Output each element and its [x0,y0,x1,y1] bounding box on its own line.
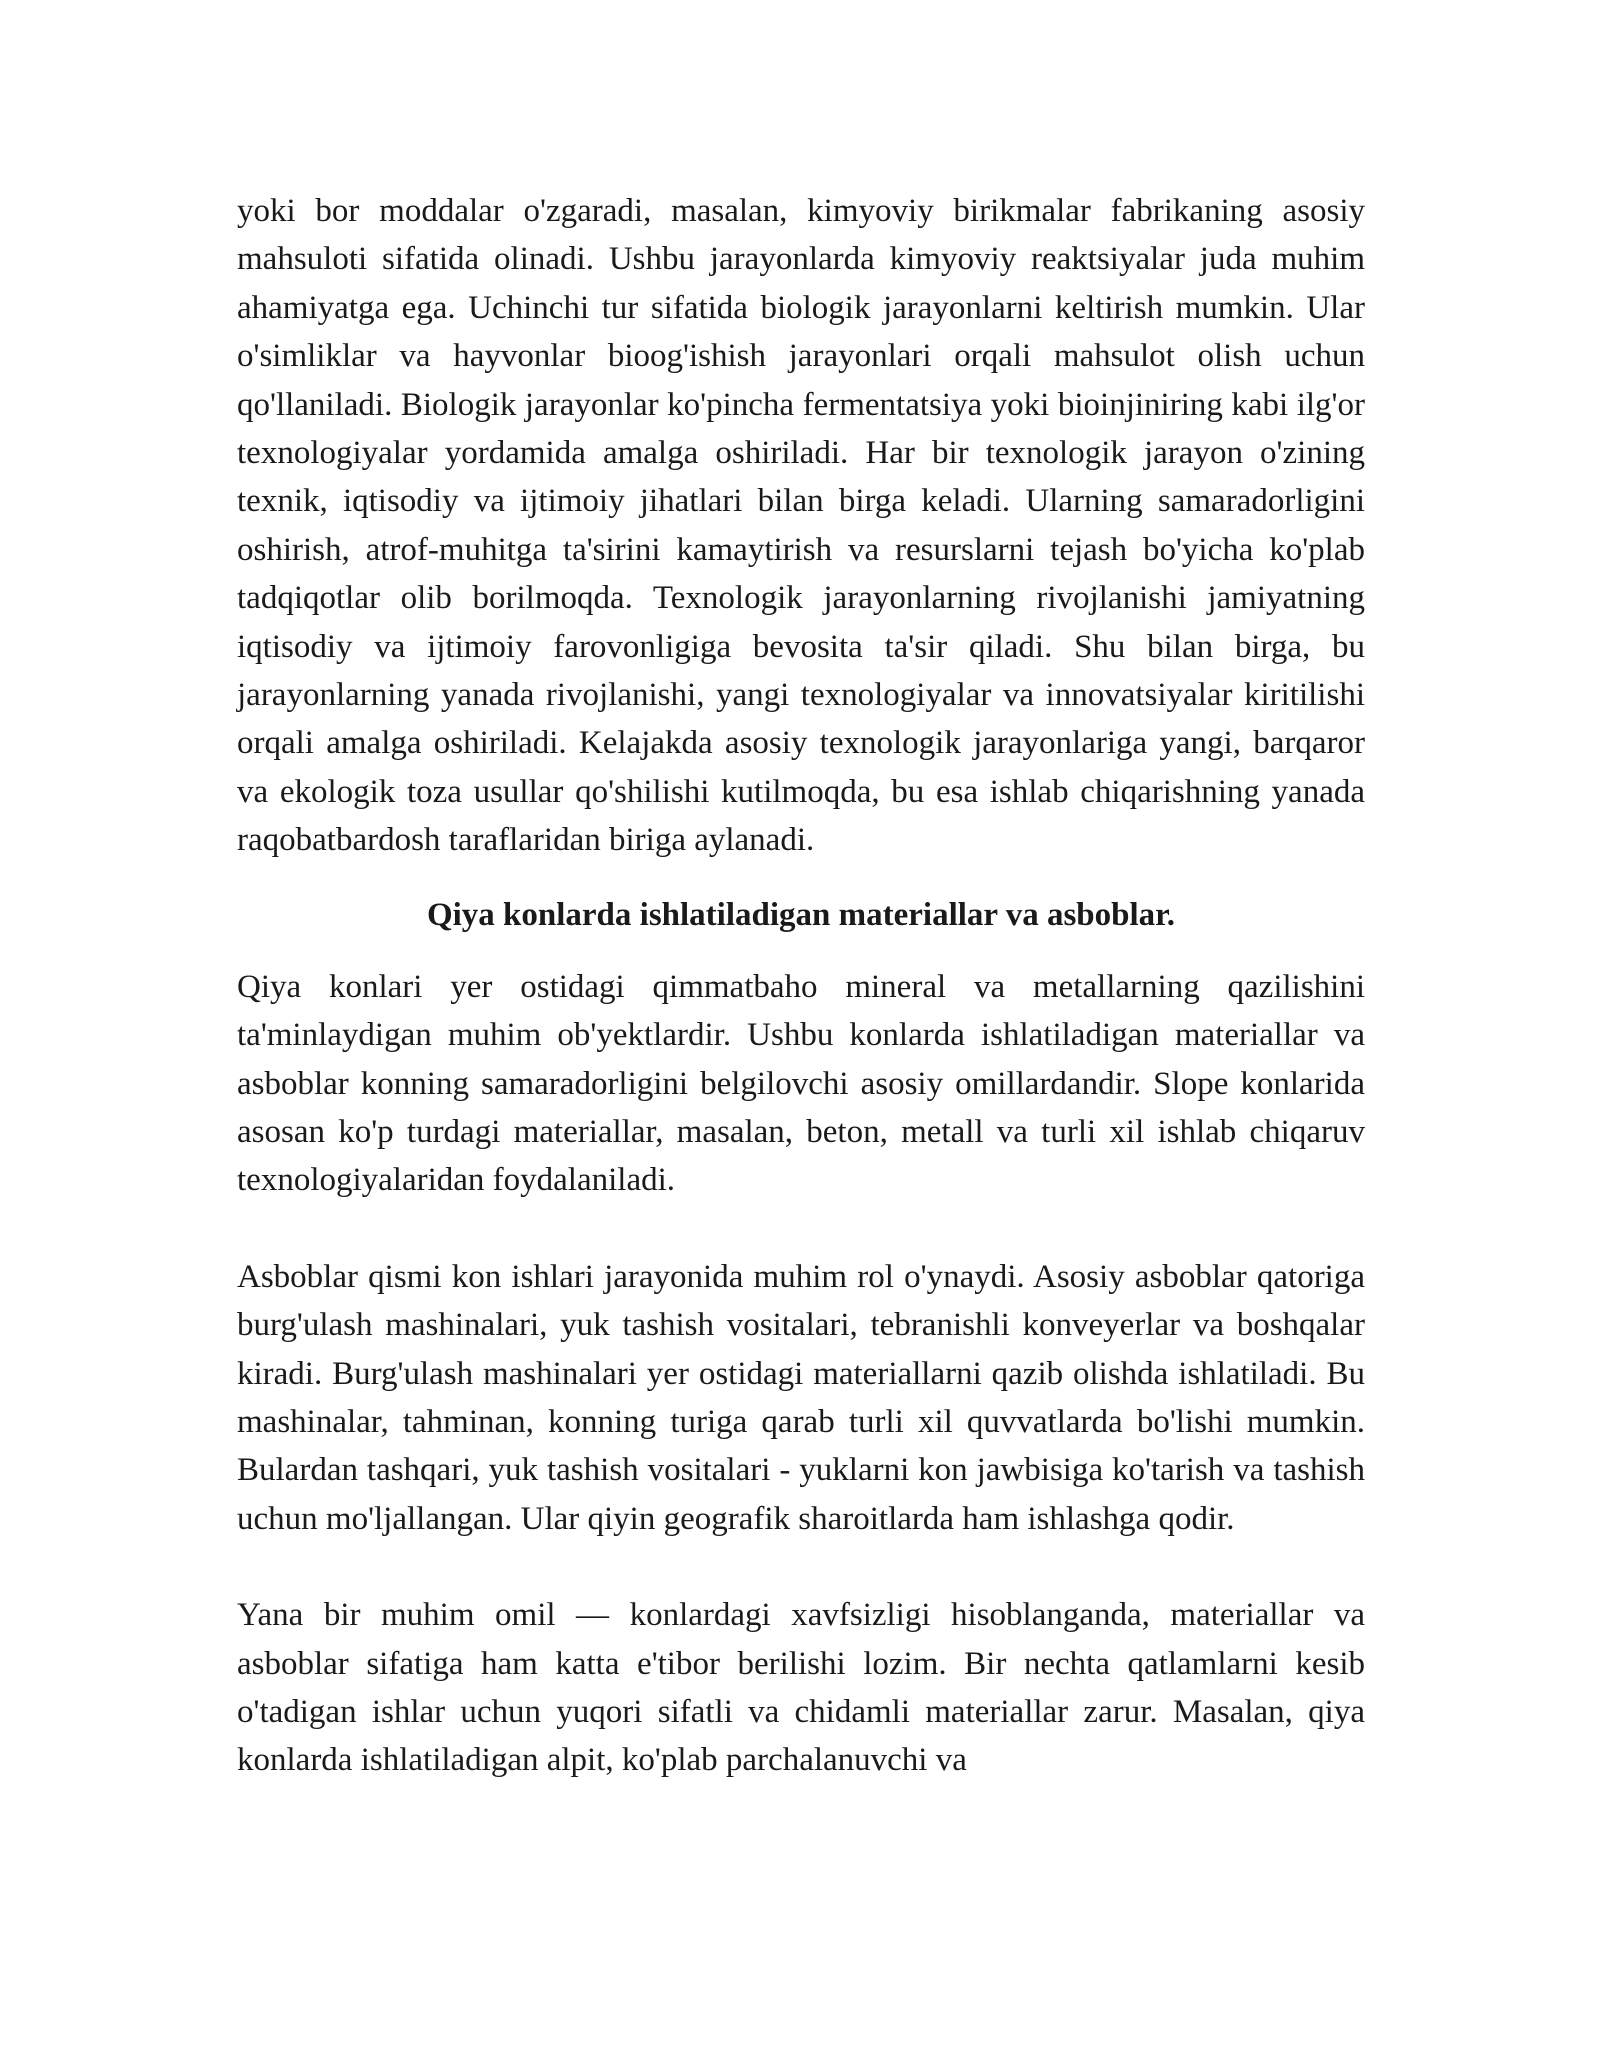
paragraph-spacer [237,1543,1365,1591]
section-heading: Qiya konlarda ishlatiladigan materiallar va asboblar. [426,896,1176,933]
body-paragraph: Qiya konlari yer ostidagi qimmatbaho mineral va metallarning qazilishini ta'minlaydigan muhim ob'yektlardir. Ushbu konlarda ishlatiladigan materiallar va asboblar konning samaradorligini belgilovchi asosiy omillardandir. Slope konlarida asosan ko'p turdagi materiallar, masalan, beton, metall va turli xil ishlab chiqaruv texnologiyalaridan foydalaniladi. [237,968,1365,1199]
paragraph-spacer [237,1205,1365,1253]
document-page [237,187,1365,1785]
body-paragraph: Asboblar qismi kon ishlari jarayonida muhim rol o'ynaydi. Asosiy asboblar qatoriga burg'ulash mashinalari, yuk tashish vositalari, tebranishli konveyerlar va boshqalar kiradi. Burg'ulash mashinalari yer ostidagi materiallarni qazib olishda ishlatiladi. Bu mashinalar, tahminan, konning turiga qarab turli xil quvvatlarda bo'lishi mumkin. Bulardan tashqari, yuk tashish vositalari - yuklarni kon jawbisiga ko'tarish va tashish uchun mo'ljallangan. Ular qiyin geografik sharoitlarda ham ishlashga qodir. [237,1258,1365,1537]
body-paragraph: yoki bor moddalar o'zgaradi, masalan, kimyoviy birikmalar fabrikaning asosiy mahsuloti sifatida olinadi. Ushbu jarayonlarda kimyoviy reaktsiyalar juda muhim ahamiyatga ega. Uchinchi tur sifatida biologik jarayonlarni keltirish mumkin. Ular o'simliklar va hayvonlar bioog'ishish jarayonlari orqali mahsulot olish uchun qo'llaniladi. Biologik jarayonlar ko'pincha fermentatsiya yoki bioinjiniring kabi ilg'or texnologiyalar yordamida amalga oshiriladi. Har bir texnologik jarayon o'zining texnik, iqtisodiy va ijtimoiy jihatlari bilan birga keladi. Ularning samaradorligini oshirish, atrof-muhitga ta'sirini kamaytirish va resurslarni tejash bo'yicha ko'plab tadqiqotlar olib borilmoqda. Texnologik jarayonlarning rivojlanishi jamiyatning iqtisodiy va ijtimoiy farovonligiga bevosita ta'sir qiladi. Shu bilan birga, bu jarayonlarning yanada rivojlanishi, yangi texnologiyalar va innovatsiyalar kiritilishi orqali amalga oshiriladi. Kelajakda asosiy texnologik jarayonlariga yangi, barqaror va ekologik toza usullar qo'shilishi kutilmoqda, bu esa ishlab chiqarishning yanada raqobatbardosh taraflaridan biriga aylanadi. [237,193,1365,859]
body-paragraph: Yana bir muhim omil — konlardagi xavfsizligi hisoblanganda, materiallar va asboblar sifatiga ham katta e'tibor berilishi lozim. Bir nechta qatlamlarni kesib o'tadigan ishlar uchun yuqori sifatli va chidamli materiallar zarur. Masalan, qiya konlarda ishlatiladigan alpit, ko'plab parchalanuvchi va [237,1597,1365,1779]
